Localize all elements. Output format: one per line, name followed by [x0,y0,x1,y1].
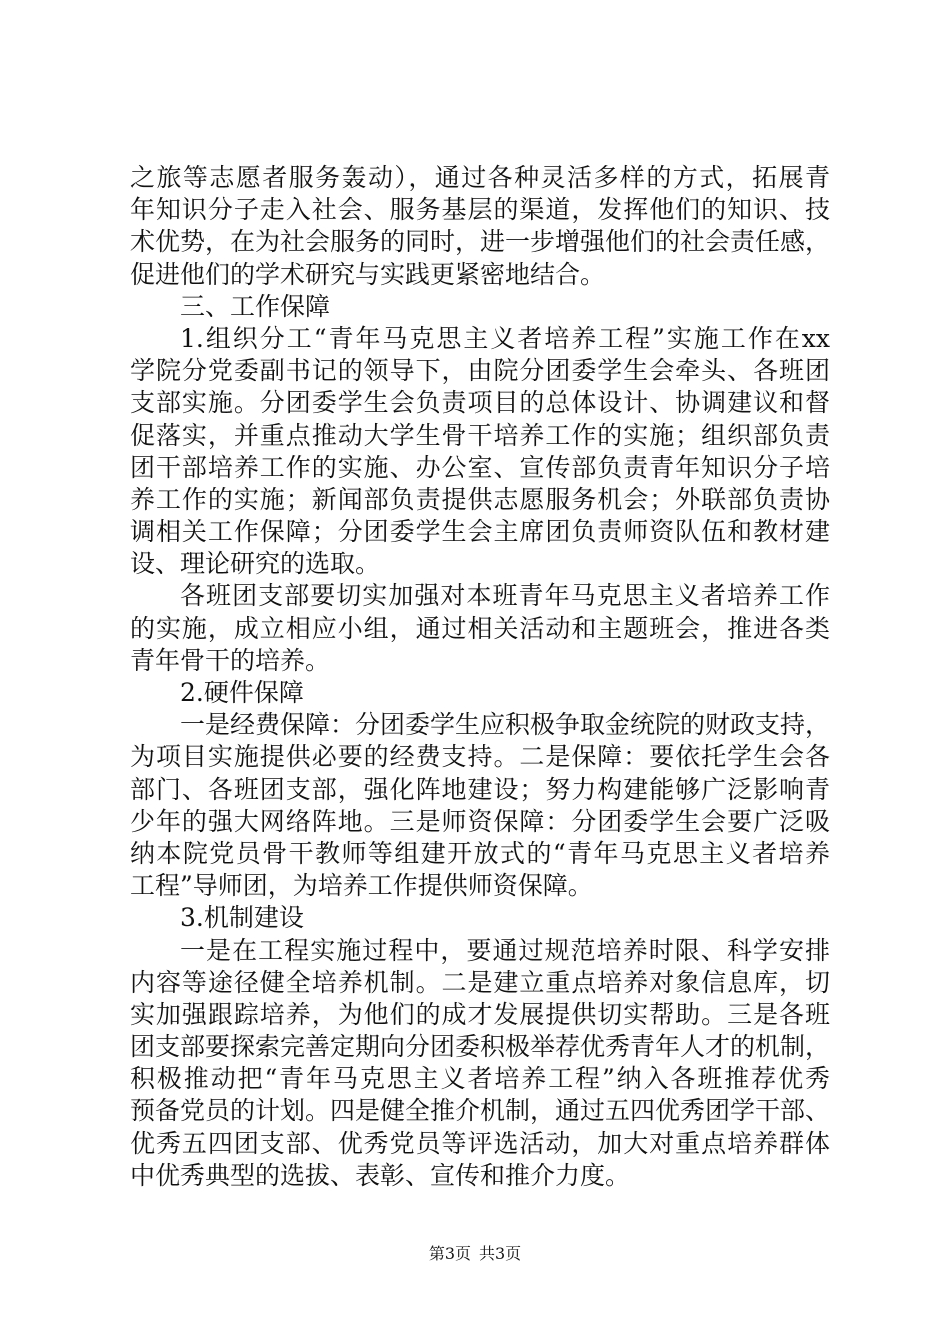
text-line: 年知识分子走入社会、服务基层的渠道，发挥他们的知识、技 [130,195,830,225]
text-line: 学院分党委副书记的领导下，由院分团委学生会牵头、各班团 [130,356,830,386]
text-line: 实加强跟踪培养，为他们的成才发展提供切实帮助。三是各班 [130,999,830,1029]
paragraph-first-line: 一是在工程实施过程中，要通过规范培养时限、科学安排 [180,935,830,965]
text-line: 纳本院党员骨干教师等组建开放式的“青年马克思主义者培养 [130,838,830,868]
text-line: 术优势，在为社会服务的同时，进一步增强他们的社会责任感， [130,227,830,257]
subsection-heading: 2.硬件保障 [180,678,304,707]
text-line: 优秀五四团支部、优秀党员等评选活动，加大对重点培养群体 [130,1128,830,1158]
subsection-heading-line: 1.组织分工“青年马克思主义者培养工程”实施工作在xx [180,323,830,353]
subsection-heading: 3.机制建设 [180,903,304,933]
text-line: 中优秀典型的选拔、表彰、宣传和推介力度。 [130,1160,631,1190]
text-line: 养工作的实施；新闻部负责提供志愿服务机会；外联部负责协 [130,484,830,514]
paragraph-first-line: 各班团支部要切实加强对本班青年马克思主义者培养工作 [180,581,830,611]
page-number: 第3页 [428,1244,471,1263]
text-line: 的实施，成立相应小组，通过相关活动和主题班会，推进各类 [130,613,830,643]
text-line: 促落实，并重点推动大学生骨干培养工作的实施；组织部负责 [130,420,830,450]
text-line: 之旅等志愿者服务轰动），通过各种灵活多样的方式，拓展青 [130,163,830,192]
text-line: 团干部培养工作的实施、办公室、宣传部负责青年知识分子培 [130,452,830,482]
text-line: 内容等途径健全培养机制。二是建立重点培养对象信息库，切 [130,967,830,997]
text-line: 调相关工作保障；分团委学生会主席团负责师资队伍和教材建 [130,517,830,547]
text-line: 为项目实施提供必要的经费支持。二是保障：要依托学生会各 [130,742,830,772]
paragraph-first-line: 一是经费保障：分团委学生应积极争取金统院的财政支持， [180,710,830,740]
text-line: 促进他们的学术研究与实践更紧密地结合。 [130,259,606,289]
document-body [130,162,830,1192]
text-line: 积极推动把“青年马克思主义者培养工程”纳入各班推荐优秀 [130,1064,830,1094]
text-line: 设、理论研究的选取。 [130,549,381,579]
text-line: 青年骨干的培养。 [130,645,331,675]
text-line: 少年的强大网络阵地。三是师资保障：分团委学生会要广泛吸 [130,806,830,836]
text-line: 工程”导师团，为培养工作提供师资保障。 [130,871,593,901]
text-line: 团支部要探索完善定期向分团委积极举荐优秀青年人才的机制， [130,1032,830,1062]
text-line: 预备党员的计划。四是健全推介机制，通过五四优秀团学干部、 [130,1096,830,1126]
text-line: 支部实施。分团委学生会负责项目的总体设计、协调建议和督 [130,388,830,418]
section-heading: 三、工作保障 [180,291,331,321]
page-footer [0,1244,950,1264]
page-total: 共3页 [479,1244,522,1263]
text-line: 部门、各班团支部，强化阵地建设；努力构建能够广泛影响青 [130,774,830,804]
